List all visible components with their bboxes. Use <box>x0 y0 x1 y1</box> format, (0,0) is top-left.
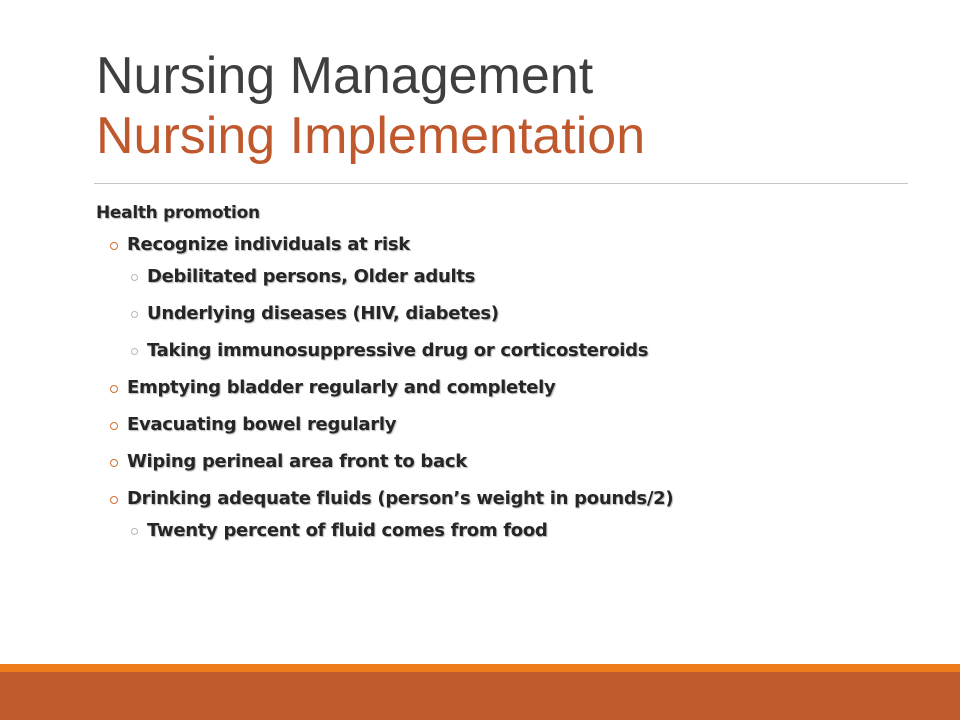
sub-bullet-circle-icon <box>131 311 138 318</box>
slide-body <box>96 200 916 544</box>
list-item-text: Recognize individuals at risk <box>127 234 410 255</box>
list-item <box>96 412 916 438</box>
sub-bullet-circle-icon <box>131 274 138 281</box>
list-item <box>96 232 916 364</box>
sub-list-item-text: Debilitated persons, Older adults <box>147 266 476 287</box>
bullet-circle-icon <box>110 459 118 467</box>
sub-bullet-list <box>127 518 916 544</box>
list-item-text: Evacuating bowel regularly <box>127 414 397 435</box>
list-item <box>96 375 916 401</box>
footer-accent-stripe <box>0 664 960 672</box>
bullet-circle-icon <box>110 422 118 430</box>
sub-list-item-text: Twenty percent of fluid comes from food <box>147 520 548 541</box>
slide-title <box>96 46 916 166</box>
sub-bullet-list <box>127 264 916 364</box>
footer-band <box>0 672 960 720</box>
list-item <box>96 449 916 475</box>
bullet-list <box>96 232 916 544</box>
list-item-text: Drinking adequate fluids (person’s weight in pounds/2) <box>127 488 674 509</box>
section-heading: Health promotion <box>96 203 260 223</box>
bullet-circle-icon <box>110 385 118 393</box>
list-item <box>96 486 916 544</box>
sub-list-item-text: Underlying diseases (HIV, diabetes) <box>147 303 499 324</box>
sub-list-item <box>127 301 916 327</box>
title-divider <box>94 183 908 184</box>
sub-list-item-text: Taking immunosuppressive drug or corticosteroids <box>147 340 649 361</box>
sub-list-item <box>127 518 916 544</box>
list-item-text: Emptying bladder regularly and completely <box>127 377 556 398</box>
sub-list-item <box>127 264 916 290</box>
title-line-main: Nursing Management <box>96 47 594 105</box>
bullet-circle-icon <box>110 242 118 250</box>
bullet-circle-icon <box>110 496 118 504</box>
sub-bullet-circle-icon <box>131 348 138 355</box>
title-line-subtitle: Nursing Implementation <box>96 107 646 165</box>
sub-bullet-circle-icon <box>131 528 138 535</box>
list-item-text: Wiping perineal area front to back <box>127 451 467 472</box>
sub-list-item <box>127 338 916 364</box>
